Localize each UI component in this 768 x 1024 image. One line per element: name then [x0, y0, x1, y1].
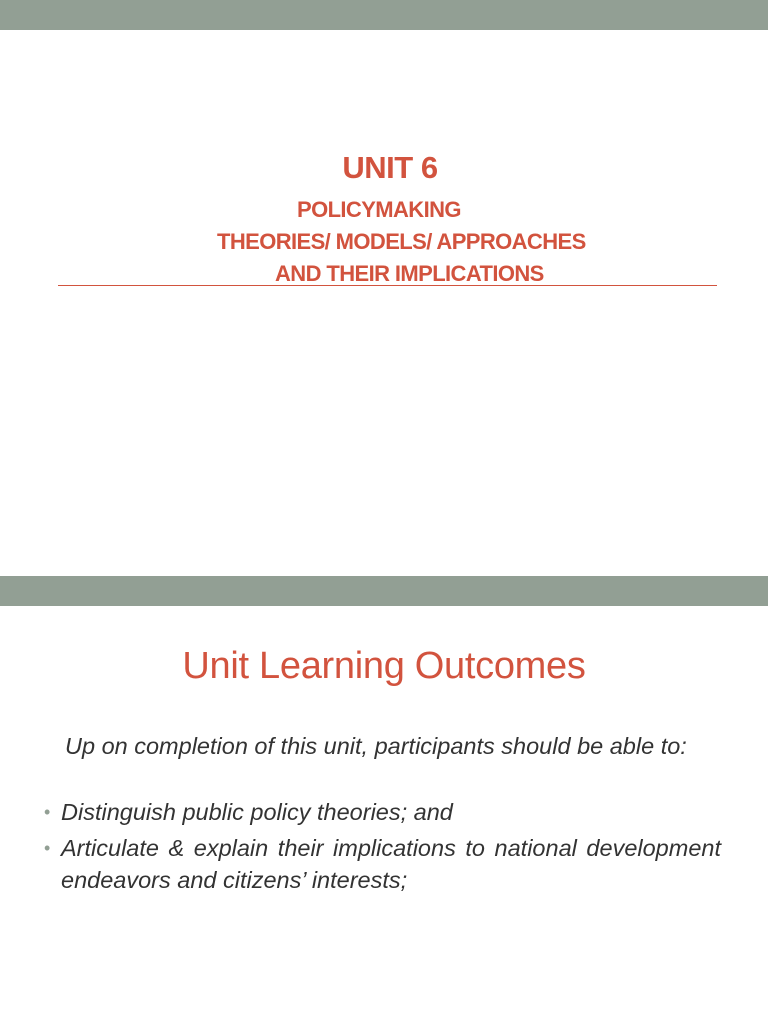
list-item [44, 832, 721, 896]
outcome-text: Distinguish public policy theories; and [61, 799, 453, 825]
outcomes-intro-text: Up on completion of this unit, participants should be able to: [65, 733, 687, 759]
subtitle-line-2: THEORIES/ MODELS/ APPROACHES [217, 229, 586, 254]
unit-title: UNIT 6 [342, 150, 438, 185]
subtitle-line-1: POLICYMAKING [297, 197, 461, 222]
outcomes-heading: Unit Learning Outcomes [182, 645, 586, 687]
bullet-dot-icon: • [44, 838, 51, 858]
list-item [44, 796, 721, 828]
outcomes-slide-top-band [0, 576, 768, 606]
outcomes-list [44, 796, 721, 900]
outcomes-slide [0, 576, 768, 1024]
title-underline-divider [58, 285, 717, 286]
outcome-text: Articulate & explain their implications to national development endeavors and citizens’ interests; [61, 835, 721, 893]
subtitle-line-3: AND THEIR IMPLICATIONS [275, 261, 544, 286]
bullet-dot-icon: • [44, 802, 51, 822]
title-slide-top-band [0, 0, 768, 30]
